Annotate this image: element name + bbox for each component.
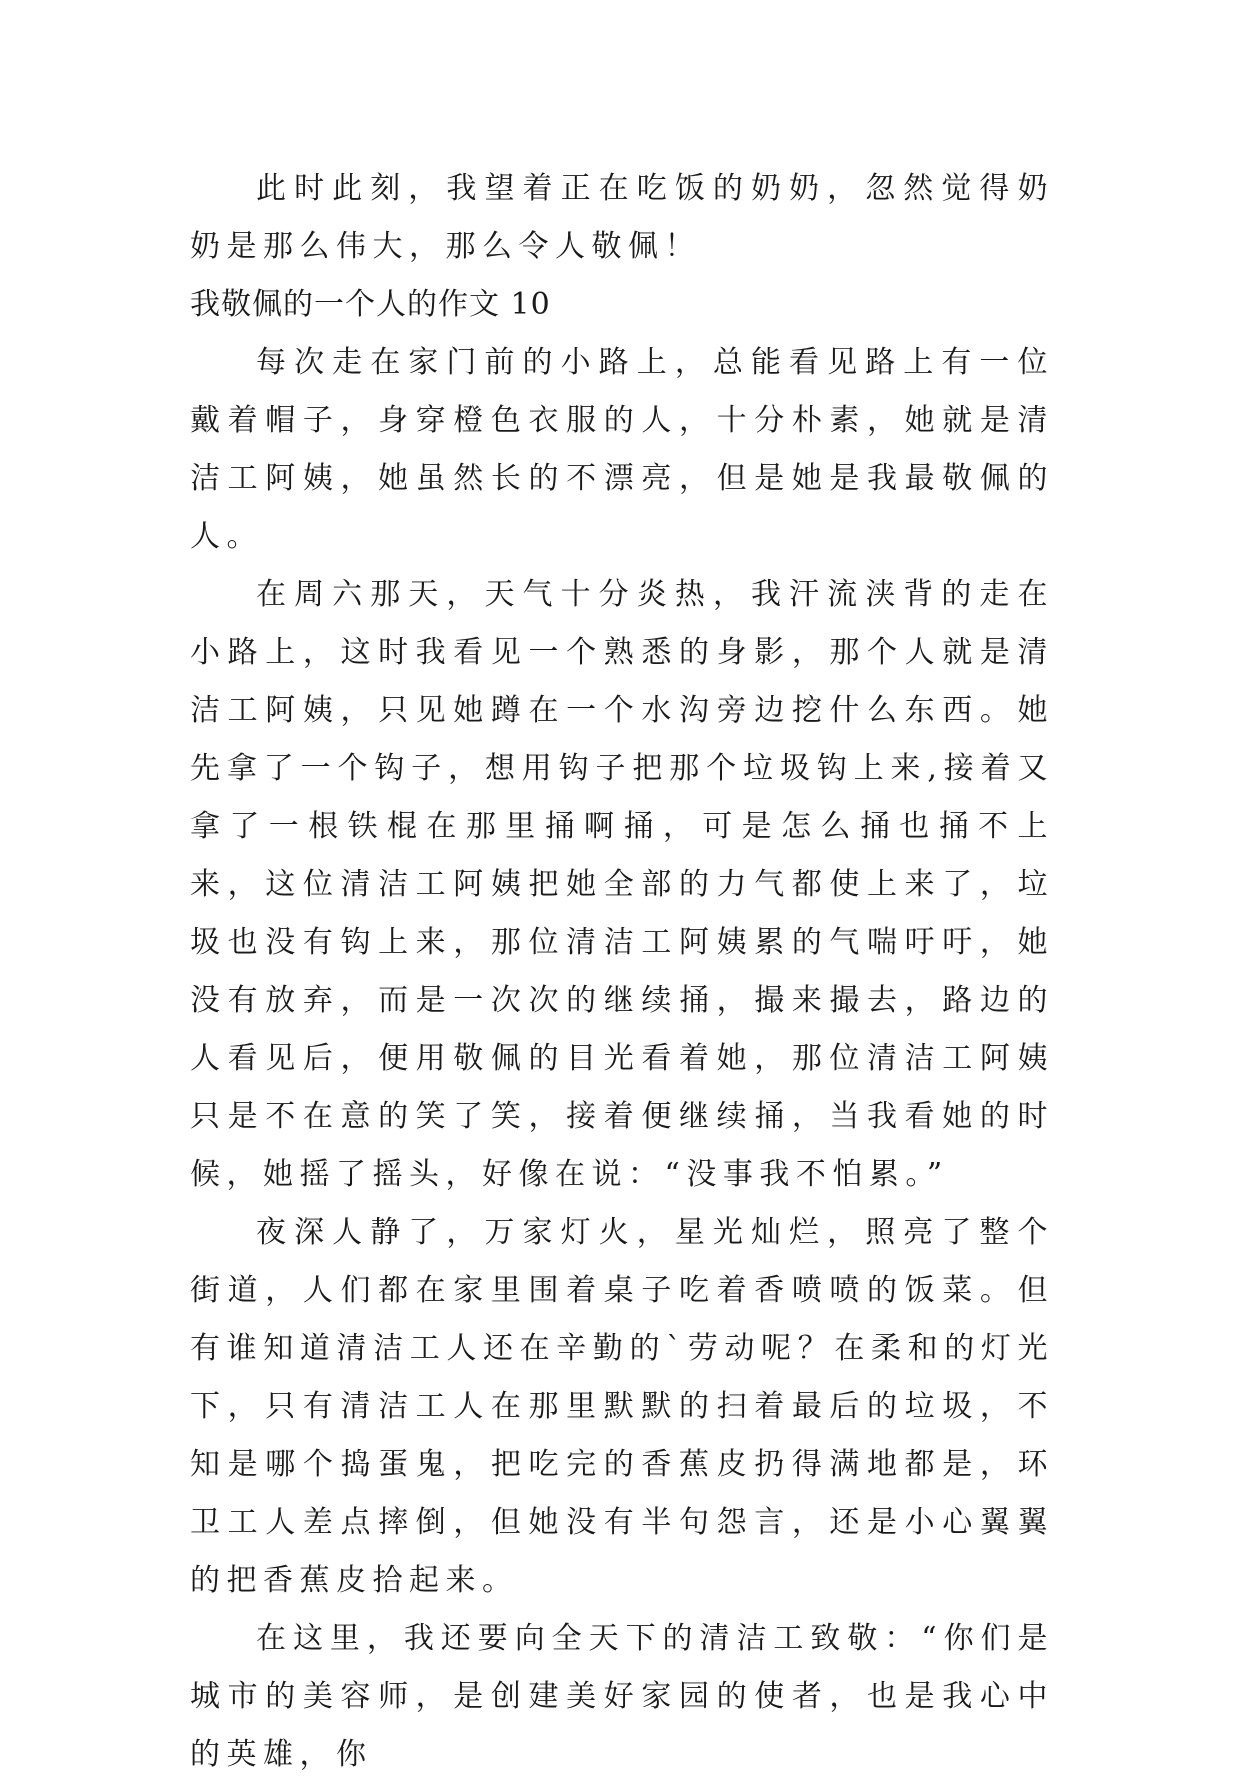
essay-heading: 我敬佩的一个人的作文 10 — [190, 287, 551, 322]
paragraph-3: 夜深人静了，万家灯火，星光灿烂，照亮了整个街道，人们都在家里围着桌子吃着香喷喷的饭菜。但有谁知道清洁工人还在辛勤的`劳动呢？在柔和的灯光下，只有清洁工人在那里默默的扫着最后的垃圾，不知是哪个捣蛋鬼，把吃完的香蕉皮扔得满地都是，环卫工人差点摔倒，但她没有半句怨言，还是小心翼翼的把香蕉皮拾起来。 — [190, 1215, 1054, 1598]
paragraph-1: 每次走在家门前的小路上，总能看见路上有一位戴着帽子，身穿橙色衣服的人，十分朴素，她就是清洁工阿姨，她虽然长的不漂亮，但是她是我最敬佩的人。 — [190, 345, 1054, 554]
paragraph-closing-previous: 此时此刻，我望着正在吃饭的奶奶，忽然觉得奶奶是那么伟大，那么令人敬佩！ — [190, 171, 1054, 264]
paragraph-4: 在这里，我还要向全天下的清洁工致敬：“你们是城市的美容师，是创建美好家园的使者，也是我心中的英雄，你 — [190, 1621, 1054, 1772]
document-body — [190, 160, 1054, 1784]
paragraph-2: 在周六那天，天气十分炎热，我汗流浃背的走在小路上，这时我看见一个熟悉的身影，那个人就是清洁工阿姨，只见她蹲在一个水沟旁边挖什么东西。她先拿了一个钩子，想用钩子把那个垃圾钩上来,接着又拿了一根铁棍在那里捅啊捅，可是怎么捅也捅不上来，这位清洁工阿姨把她全部的力气都使上来了，垃圾也没有钩上来，那位清洁工阿姨累的气喘吁吁，她没有放弃，而是一次次的继续捅，撮来撮去，路边的人看见后，便用敬佩的目光看着她，那位清洁工阿姨只是不在意的笑了笑，接着便继续捅，当我看她的时候，她摇了摇头，好像在说：“没事我不怕累。” — [190, 577, 1054, 1192]
